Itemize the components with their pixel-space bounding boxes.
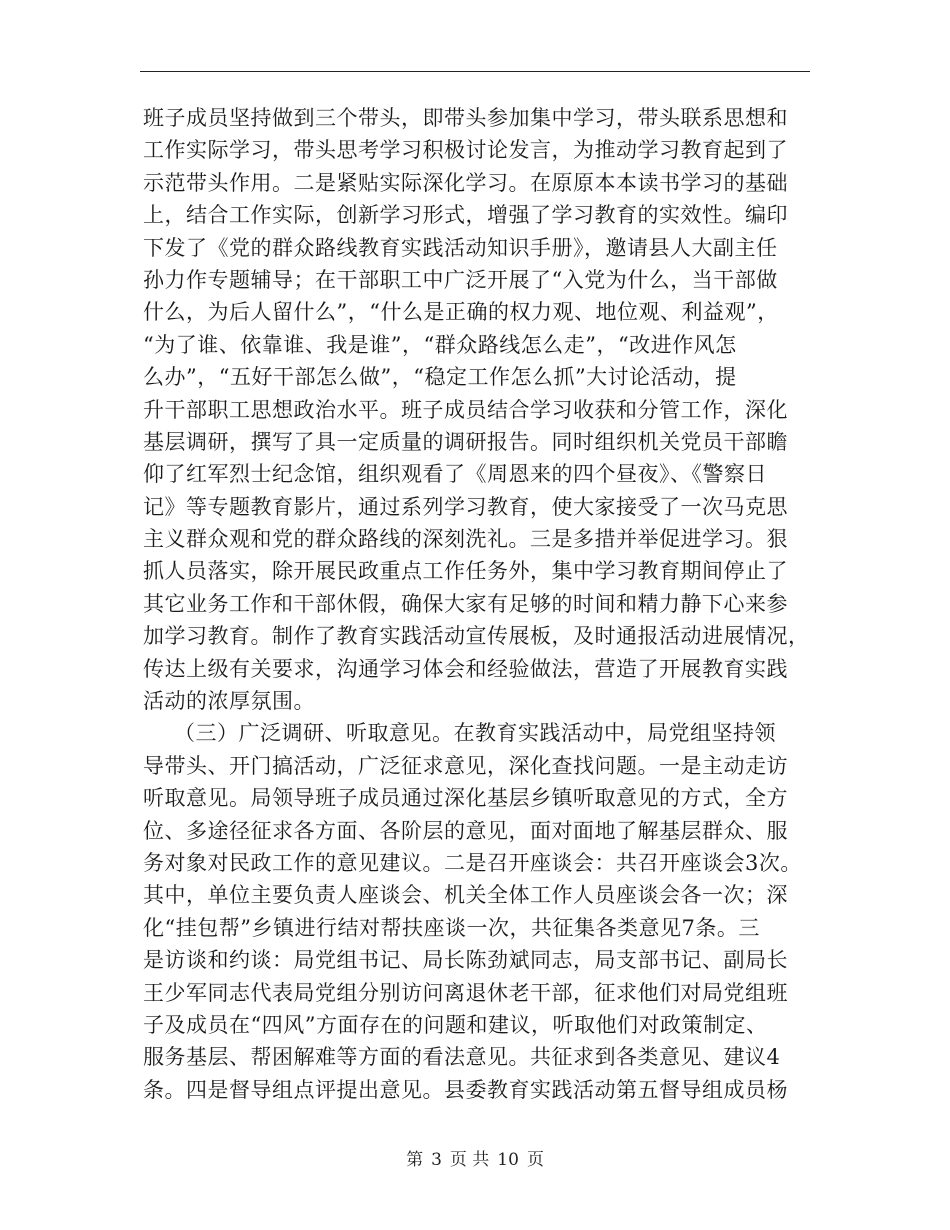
text-line: 王少军同志代表局党组分别访问离退休老干部，征求他们对局党组班 [143,980,788,1005]
text-line: 加学习教育。制作了教育实践活动宣传展板，及时通报活动进展情况， [143,624,810,649]
text-line: 什么，为后人留什么”，“什么是正确的权力观、地位观、利益观”， [143,300,779,325]
footer-prefix: 第 [406,1150,424,1170]
text-line: 化“挂包帮”乡镇进行结对帮扶座谈一次，共征集各类意见7条。三 [143,915,760,940]
footer-suffix: 页 [526,1150,544,1170]
header-rule [140,71,810,72]
text-line: 主义群众观和党的群众路线的深刻洗礼。三是多措并举促进学习。狠 [143,527,788,552]
text-line: 导带头、开门搞活动，广泛征求意见，深化查找问题。一是主动走访 [143,753,788,778]
text-line: 升干部职工思想政治水平。班子成员结合学习收获和分管工作，深化 [143,397,788,422]
text-line: 条。四是督导组点评提出意见。县委教育实践活动第五督导组成员杨 [143,1077,788,1102]
text-line: 其它业务工作和干部休假，确保大家有足够的时间和精力静下心来参 [143,591,788,616]
text-line: 么办”，“五好干部怎么做”，“稳定工作怎么抓”大讨论活动，提 [143,365,737,390]
text-line: 基层调研，撰写了具一定质量的调研报告。同时组织机关党员干部瞻 [143,429,788,454]
text-line: 抓人员落实，除开展民政重点工作任务外，集中学习教育期间停止了 [143,559,788,584]
text-line: 下发了《党的群众路线教育实践活动知识手册》，邀请县人大副主任 [143,235,778,260]
body-text [143,102,813,1106]
text-line: 上，结合工作实际，创新学习形式，增强了学习教育的实效性。编印 [143,203,788,228]
text-line: 子及成员在“四风”方面存在的问题和建议，听取他们对政策制定、 [143,1012,768,1037]
footer-middle: 页 共 [449,1150,490,1170]
text-line: 其中，单位主要负责人座谈会、机关全体工作人员座谈会各一次；深 [143,883,788,908]
page-footer [0,1148,950,1172]
text-line: “为了谁、依靠谁、我是谁”，“群众路线怎么走”，“改进作风怎 [143,332,737,357]
text-line: 仰了红军烈士纪念馆，组织观看了《周恩来的四个昼夜》、《警察日 [143,462,767,487]
text-line: 听取意见。局领导班子成员通过深化基层乡镇听取意见的方式，全方 [143,786,788,811]
text-line: 服务基层、帮困解难等方面的看法意见。共征求到各类意见、建议4 [143,1045,781,1070]
text-line: 活动的浓厚氛围。 [143,689,315,714]
text-line: 位、多途径征求各方面、各阶层的意见，面对面地了解基层群众、服 [143,818,788,843]
section-heading-line: （三）广泛调研、听取意见。在教育实践活动中，局党组坚持领 [174,721,776,746]
text-line: 务对象对民政工作的意见建议。二是召开座谈会：共召开座谈会3次。 [143,850,802,875]
text-line: 是访谈和约谈：局党组书记、局长陈劲斌同志，局支部书记、副局长 [143,948,788,973]
footer-total-pages: 10 [497,1150,519,1170]
text-line: 孙力作专题辅导；在干部职工中广泛开展了“入党为什么，当干部做 [143,267,778,292]
footer-page-number: 3 [431,1150,442,1170]
text-line: 记》等专题教育影片，通过系列学习教育，使大家接受了一次马克思 [143,494,788,519]
text-line: 班子成员坚持做到三个带头，即带头参加集中学习，带头联系思想和 [143,106,788,130]
text-line: 传达上级有关要求，沟通学习体会和经验做法，营造了开展教育实践 [143,656,788,681]
text-line: 工作实际学习，带头思考学习积极讨论发言，为推动学习教育起到了 [143,138,788,163]
text-line: 示范带头作用。二是紧贴实际深化学习。在原原本本读书学习的基础 [143,170,788,195]
